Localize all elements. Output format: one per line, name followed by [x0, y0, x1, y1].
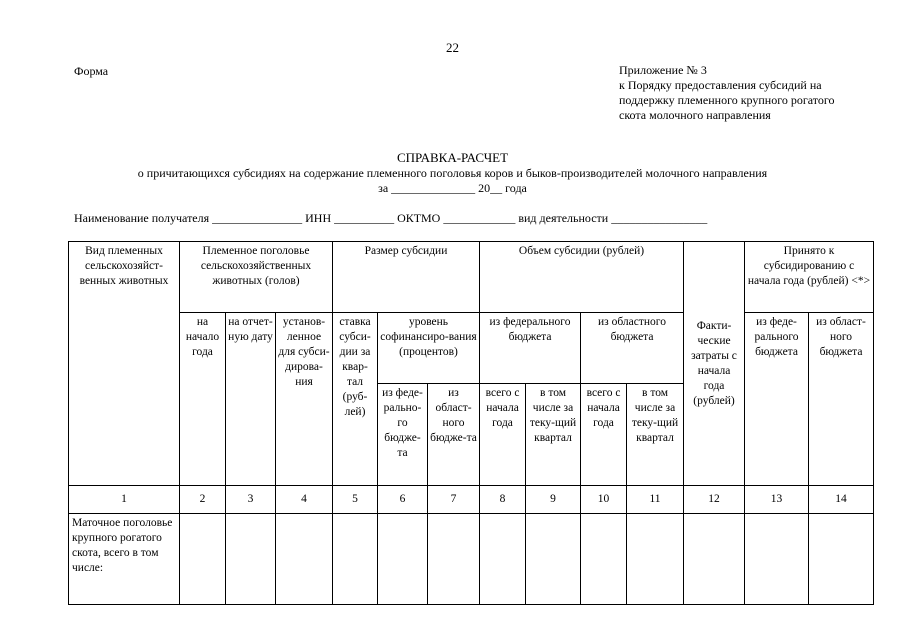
- column-number: 14: [809, 486, 874, 514]
- recipient-details-line: Наименование получателя _______________ ИНН __________ ОКТМО ____________ вид деятельности ________________: [74, 211, 708, 225]
- column-number: 10: [581, 486, 627, 514]
- table-cell[interactable]: [428, 514, 480, 605]
- header-subsidy-size: Размер субсидии: [333, 242, 480, 313]
- header-animal-type: Вид племенных сельскохозяйст-венных животных: [69, 242, 180, 486]
- subsidy-calculation-table: [68, 241, 874, 605]
- document-subtitle: о причитающихся субсидиях на содержание племенного поголовья коров и быков-производителей молочного направления: [137, 166, 768, 180]
- column-number: 12: [684, 486, 745, 514]
- table-cell[interactable]: [333, 514, 378, 605]
- table-cell[interactable]: [684, 514, 745, 605]
- header-federal-quarter: в том числе за теку-щий квартал: [526, 384, 581, 486]
- document-title: СПРАВКА-РАСЧЕТ: [396, 150, 509, 165]
- header-quarter-rate: ставка субси-дии за квар-тал (руб-лей): [333, 313, 378, 486]
- table-cell[interactable]: [276, 514, 333, 605]
- header-from-federal: из федерального бюджета: [480, 313, 581, 384]
- header-cofinancing-level: уровень софинансиро-вания (процентов): [378, 313, 480, 384]
- appendix-note: [619, 63, 889, 123]
- column-number: 2: [180, 486, 226, 514]
- column-number: 4: [276, 486, 333, 514]
- column-number: 3: [226, 486, 276, 514]
- table-cell[interactable]: [226, 514, 276, 605]
- appendix-line: к Порядку предоставления субсидий на: [619, 78, 822, 92]
- form-label: Форма: [74, 64, 109, 78]
- table-cell[interactable]: [627, 514, 684, 605]
- header-federal-total: всего с начала года: [480, 384, 526, 486]
- header-established: установ-ленное для субси-дирова-ния: [276, 313, 333, 486]
- header-report-date: на отчет-ную дату: [226, 313, 276, 486]
- header-accepted: Принято к субсидированию с начала года (рублей) <*>: [745, 242, 874, 313]
- row-label-breeding-stock: Маточное поголовье крупного рогатого скота, всего в том числе:: [69, 514, 180, 605]
- header-from-regional: из областного бюджета: [581, 313, 684, 384]
- header-cofin-regional: из област-ного бюдже-та: [428, 384, 480, 486]
- page-number: 22: [446, 40, 459, 55]
- header-regional-quarter: в том числе за теку-щий квартал: [627, 384, 684, 486]
- table-cell[interactable]: [180, 514, 226, 605]
- header-regional-total: всего с начала года: [581, 384, 627, 486]
- table-cell[interactable]: [809, 514, 874, 605]
- table-cell[interactable]: [480, 514, 526, 605]
- column-number: 1: [69, 486, 180, 514]
- header-start-of-year: на начало года: [180, 313, 226, 486]
- column-number: 6: [378, 486, 428, 514]
- column-number: 5: [333, 486, 378, 514]
- table-cell[interactable]: [745, 514, 809, 605]
- header-accepted-federal: из феде-рального бюджета: [745, 313, 809, 486]
- header-cofin-federal: из феде-рально-го бюдже-та: [378, 384, 428, 486]
- header-subsidy-volume: Объем субсидии (рублей): [480, 242, 684, 313]
- appendix-line: поддержку племенного крупного рогатого: [619, 93, 835, 107]
- header-accepted-regional: из област-ного бюджета: [809, 313, 874, 486]
- appendix-line: скота молочного направления: [619, 108, 771, 122]
- table-cell[interactable]: [581, 514, 627, 605]
- column-number: 7: [428, 486, 480, 514]
- column-number: 11: [627, 486, 684, 514]
- appendix-line: Приложение № 3: [619, 63, 707, 77]
- column-number: 13: [745, 486, 809, 514]
- column-number: 8: [480, 486, 526, 514]
- document-period: за ______________ 20__ года: [378, 181, 527, 195]
- header-livestock: Племенное поголовье сельскохозяйственных животных (голов): [180, 242, 333, 313]
- table-cell[interactable]: [378, 514, 428, 605]
- column-number: 9: [526, 486, 581, 514]
- header-actual-costs: Факти-ческие затраты с начала года (рублей): [684, 242, 745, 486]
- table-cell[interactable]: [526, 514, 581, 605]
